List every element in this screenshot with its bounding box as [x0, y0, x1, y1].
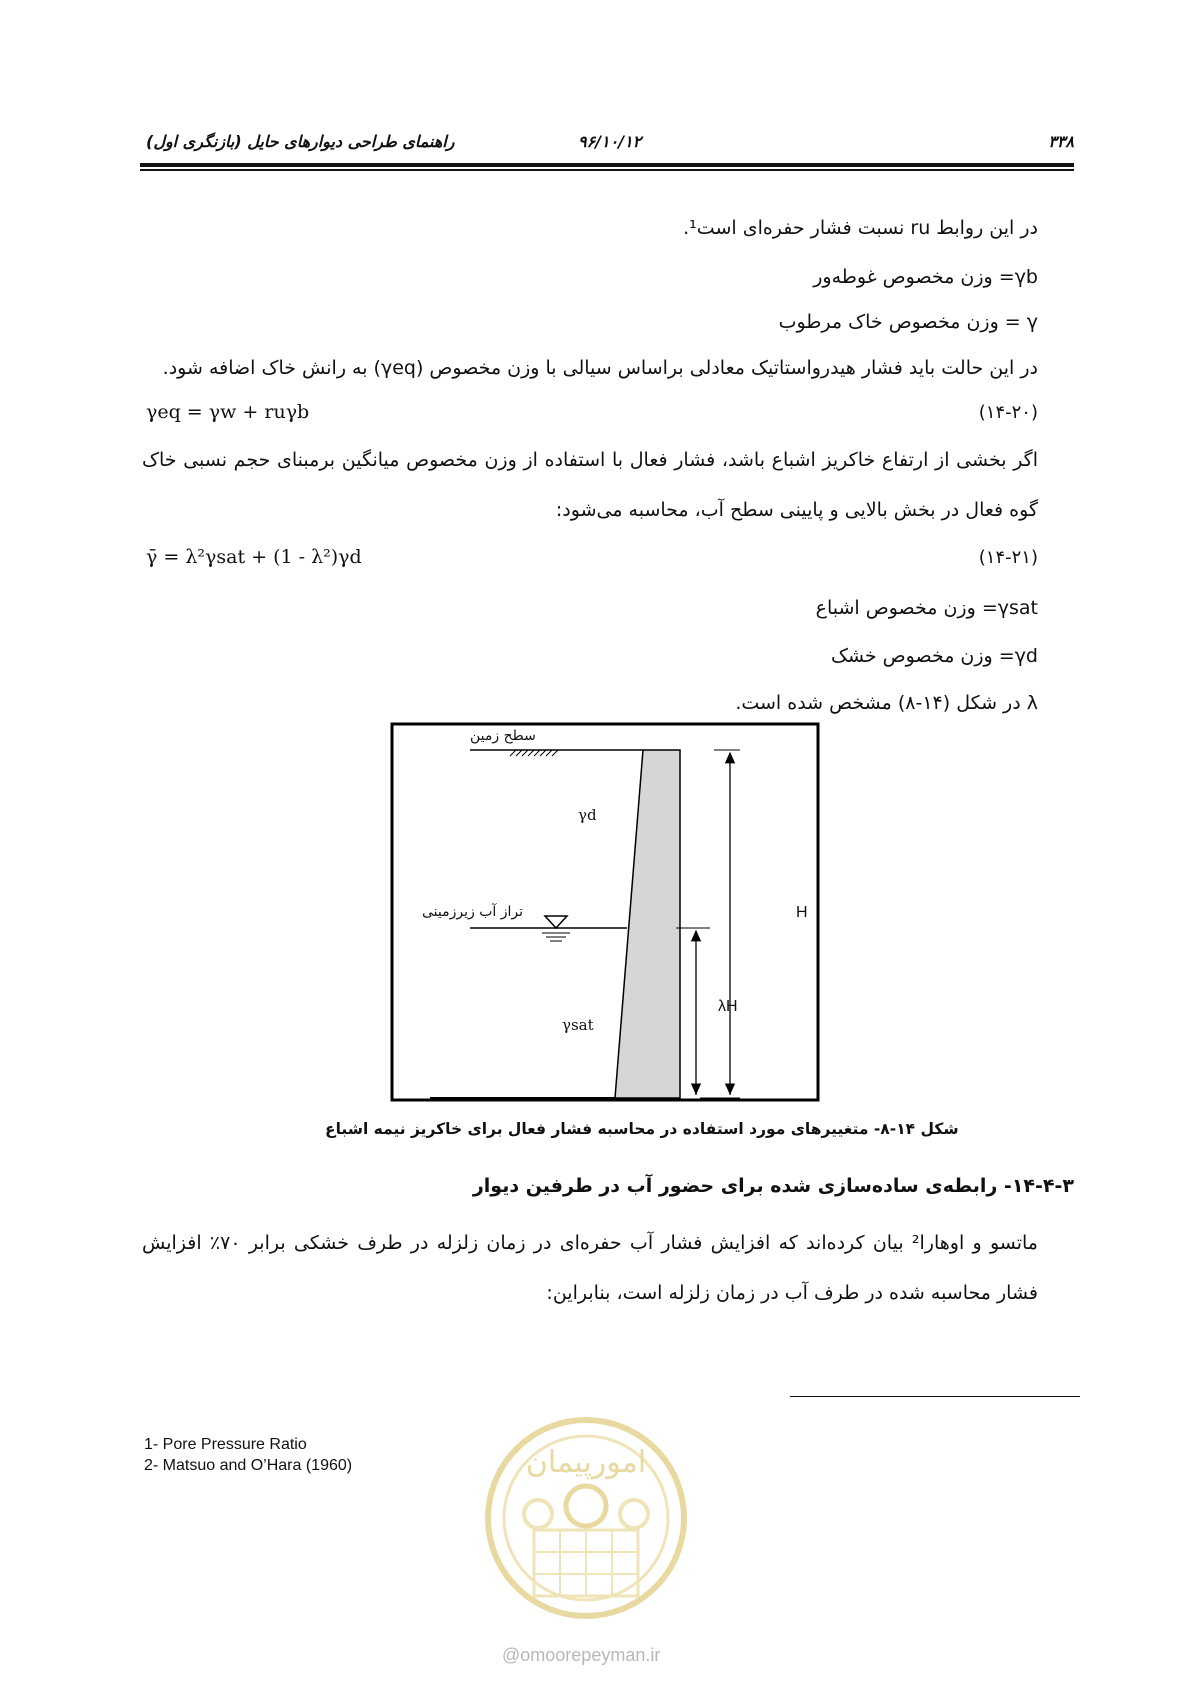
line-ru: در این روابط ru نسبت فشار حفره‌ای است¹.	[683, 217, 1038, 239]
paragraph-partial-saturation: اگر بخشی از ارتفاع خاکریز اشباع باشد، فشار فعال با استفاده از وزن مخصوص میانگین برمبنای حجم نسبی خاک گوه فعال در بخش بالایی و پایینی سطح آب، محاسبه می‌شود:	[142, 449, 1038, 521]
label-H: H	[796, 904, 808, 921]
line-lambda: λ در شکل (۱۴-۸) مشخص شده است.	[735, 692, 1038, 714]
equation-21: γ̄ = λ²γsat + (1 - λ²)γd	[146, 546, 362, 568]
footnote-1: 1- Pore Pressure Ratio	[144, 1436, 307, 1453]
watermark-site: @omoorepeyman.ir	[502, 1645, 661, 1665]
def-gamma-b: γb= وزن مخصوص غوطه‌ور	[813, 266, 1038, 288]
ground-hatch	[510, 750, 558, 756]
footnote-rule	[790, 1396, 1080, 1397]
footnote-2: 2- Matsuo and O’Hara (1960)	[144, 1457, 353, 1474]
line-hydro: در این حالت باید فشار هیدرواستاتیک معادلی براساس سیالی با وزن مخصوص (γeq) به رانش خاک اضافه شود.	[162, 357, 1038, 379]
water-table-ticks	[542, 933, 570, 941]
book-title: راهنمای طراحی دیوارهای حایل (بازنگری اول)	[146, 132, 455, 151]
equation-21-number: (۱۴-۲۱)	[978, 547, 1038, 568]
watermark-logo	[476, 1410, 696, 1640]
equation-20-number: (۱۴-۲۰)	[978, 402, 1038, 423]
wall-shape	[615, 750, 680, 1098]
header-date: ۹۶/۱۰/۱۲	[578, 132, 642, 151]
watermark-logo-text: امورپیمان	[525, 1445, 647, 1480]
section-paragraph: ماتسو و اوهارا² بیان کرده‌اند که افزایش فشار آب حفره‌ای در زمان زلزله در طرف خشکی برابر ۷۰٪ افزایش فشار محاسبه شده در طرف آب در زمان زلزله است، بنابراین:	[142, 1232, 1038, 1304]
label-gamma-sat: γsat	[562, 1016, 594, 1034]
def-gamma-sat: γsat= وزن مخصوص اشباع	[815, 597, 1038, 619]
figure-caption: شکل ۱۴-۸- متغییرهای مورد استفاده در محاسبه فشار فعال برای خاکریز نیمه اشباع	[325, 1120, 959, 1138]
header-rule-thin	[140, 169, 1074, 171]
def-gamma: γ = وزن مخصوص خاک مرطوب	[778, 311, 1038, 333]
water-table-symbol	[545, 916, 567, 928]
label-lambda-H: λH	[718, 998, 738, 1015]
header-rule-thick	[140, 163, 1074, 167]
section-title: ۱۴-۴-۳- رابطه‌ی ساده‌سازی شده برای حضور آب در طرفین دیوار	[472, 1175, 1074, 1197]
page-number: ۳۳۸	[1048, 132, 1074, 151]
def-gamma-d: γd= وزن مخصوص خشک	[830, 645, 1038, 667]
label-gamma-d: γd	[578, 806, 597, 824]
equation-20: γeq = γw + ruγb	[146, 401, 310, 423]
label-ground-surface: سطح زمین	[470, 728, 536, 744]
label-water-table: تراز آب زیرزمینی	[422, 904, 524, 920]
